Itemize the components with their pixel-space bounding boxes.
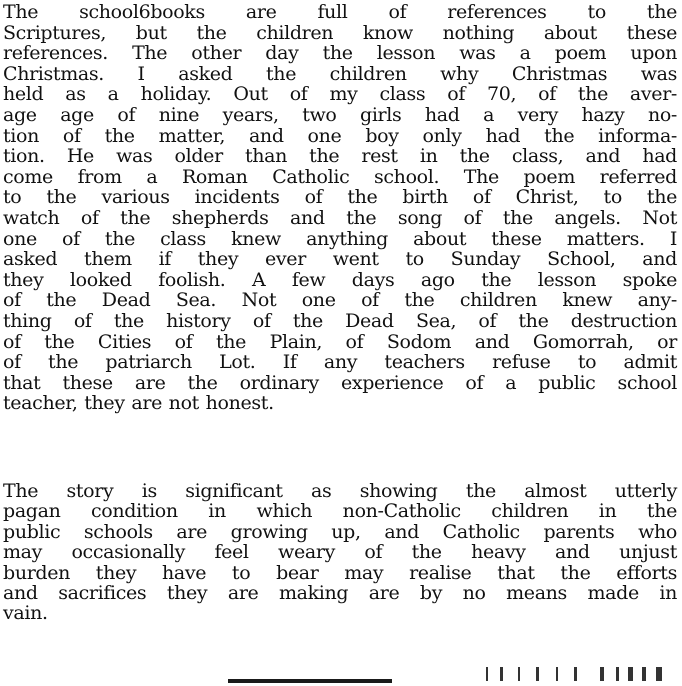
text-line: of the Cities of the Plain, of Sodom and Gomorrah, or xyxy=(3,330,677,353)
text-line: tion of the matter, and one boy only had the informa- xyxy=(3,124,677,147)
text-line: that these are the ordinary experience of a public school xyxy=(3,371,677,394)
text-line: watch of the shepherds and the song of the angels. Not xyxy=(3,206,677,229)
text-line: may occasionally feel weary of the heavy and unjust xyxy=(3,541,677,564)
text-line: held as a holiday. Out of my class of 70, of the aver- xyxy=(3,83,677,106)
text-line: come from a Roman Catholic school. The poem referred xyxy=(3,165,677,188)
illegible-print-smudge xyxy=(478,665,678,683)
text-line: pagan condition in which non-Catholic children in the xyxy=(3,500,677,523)
text-line: The school6books are full of references to the xyxy=(3,1,677,23)
article-paragraph-2 xyxy=(3,481,677,624)
text-line: of the patriarch Lot. If any teachers refuse to admit xyxy=(3,351,677,374)
article-paragraph-1 xyxy=(3,2,677,414)
text-line: vain. xyxy=(3,602,48,625)
text-line: they looked foolish. A few days ago the lesson spoke xyxy=(3,268,677,291)
text-line: Scriptures, but the children know nothing about these xyxy=(3,21,677,44)
text-line: age age of nine years, two girls had a very hazy no- xyxy=(3,103,677,126)
text-line: of the Dead Sea. Not one of the children knew any- xyxy=(3,289,677,312)
text-line: tion. He was older than the rest in the class, and had xyxy=(3,145,677,168)
text-line: references. The other day the lesson was a poem upon xyxy=(3,42,677,65)
text-line: one of the class knew anything about these matters. I xyxy=(3,227,677,250)
text-line: The story is significant as showing the almost utterly xyxy=(3,480,677,502)
column-end-rule xyxy=(228,679,392,683)
text-line: to the various incidents of the birth of Christ, to the xyxy=(3,186,677,209)
text-line: asked them if they ever went to Sunday School, and xyxy=(3,248,677,271)
text-line: public schools are growing up, and Catholic parents who xyxy=(3,520,677,543)
text-line: teacher, they are not honest. xyxy=(3,392,274,415)
text-line: thing of the history of the Dead Sea, of the destruction xyxy=(3,309,677,332)
text-line: burden they have to bear may realise that the efforts xyxy=(3,561,677,584)
text-line: and sacrifices they are making are by no means made in xyxy=(3,581,677,604)
text-line: Christmas. I asked the children why Christmas was xyxy=(3,62,677,85)
